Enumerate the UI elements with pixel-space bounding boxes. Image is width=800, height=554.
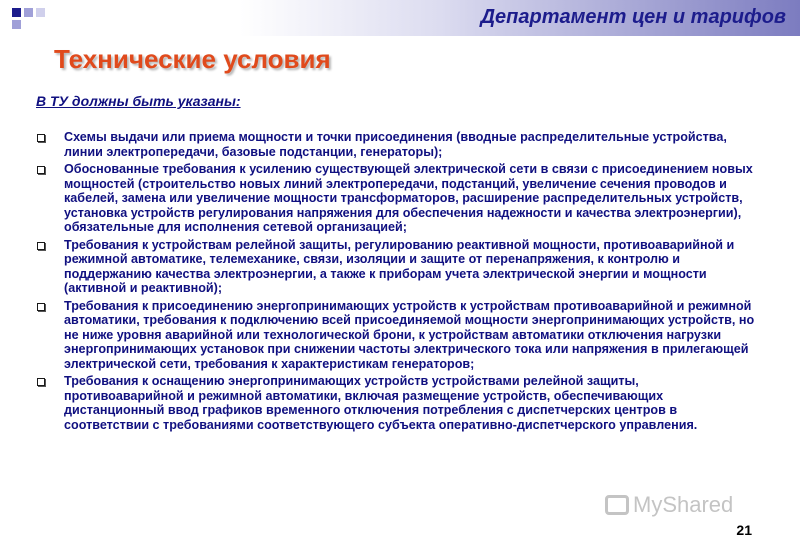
list-item-text: Требования к оснащению энергопринимающих устройств устройствами релейной защиты, противоаварийной и режимной автоматики, включая размещение устройств, обеспечивающих дистанционный ввод графиков временного отключения потребления с диспетчерских центров в соответствии с требованиями соответствующего субъекта оперативно-диспетчерского управления. (64, 374, 698, 432)
list-item-text: Требования к присоединению энергопринимающих устройств к устройствам противоаварийной и режимной автоматики, требования к подключению всей присоединяемой мощности энергопринимающих устройств, но не ниже уровня аварийной или технологической брони, к устройствам автоматики отключения нагрузки энергопринимающих установок при снижении частоты электрического тока или напряжения в прилегающей электрической сети, требования к характеристикам генераторов; (64, 298, 755, 371)
list-item (36, 238, 760, 296)
list-item-text: Обоснованные требования к усилению существующей электрической сети в связи с присоединением новых мощностей (строительство новых линий электропередачи, подстанций, увеличение сечения проводов и кабелей, замена или увеличение мощности трансформаторов, расширение распределительных устройств, установка устройств регулирования напряжения для обеспечения надежности и качества электроэнергии), обязательные для исполнения сетевой организацией; (64, 162, 753, 234)
watermark (605, 492, 733, 518)
list-item (36, 162, 760, 235)
list-item (36, 130, 760, 159)
square-bullet-icon (37, 166, 45, 174)
header-bar (0, 0, 800, 36)
square-bullet-icon (37, 378, 45, 386)
square-bullet-icon (37, 134, 45, 142)
list-item (36, 299, 760, 372)
square-bullet-icon (37, 242, 45, 250)
page-number: 21 (736, 522, 752, 538)
subtitle: В ТУ должны быть указаны: (36, 93, 241, 109)
logo-squares-icon (8, 4, 68, 34)
square-bullet-icon (37, 303, 45, 311)
presentation-icon (605, 495, 629, 515)
page-title: Технические условия (54, 44, 331, 74)
watermark-text: MyShared (633, 492, 734, 517)
requirements-list (36, 130, 760, 435)
list-item-text: Требования к устройствам релейной защиты, регулированию реактивной мощности, противоаварийной и режимной автоматике, телемеханике, связи, изоляции и защите от перенапряжения, к контролю и поддержанию качества электроэнергии, а также к приборам учета электрической энергии и мощности (активной и реактивной); (64, 237, 735, 295)
department-title: Департамент цен и тарифов (480, 6, 786, 28)
list-item (36, 374, 760, 432)
list-item-text: Схемы выдачи или приема мощности и точки присоединения (вводные распределительные устройства, линии электропередачи, базовые подстанции, генераторы); (64, 130, 727, 159)
